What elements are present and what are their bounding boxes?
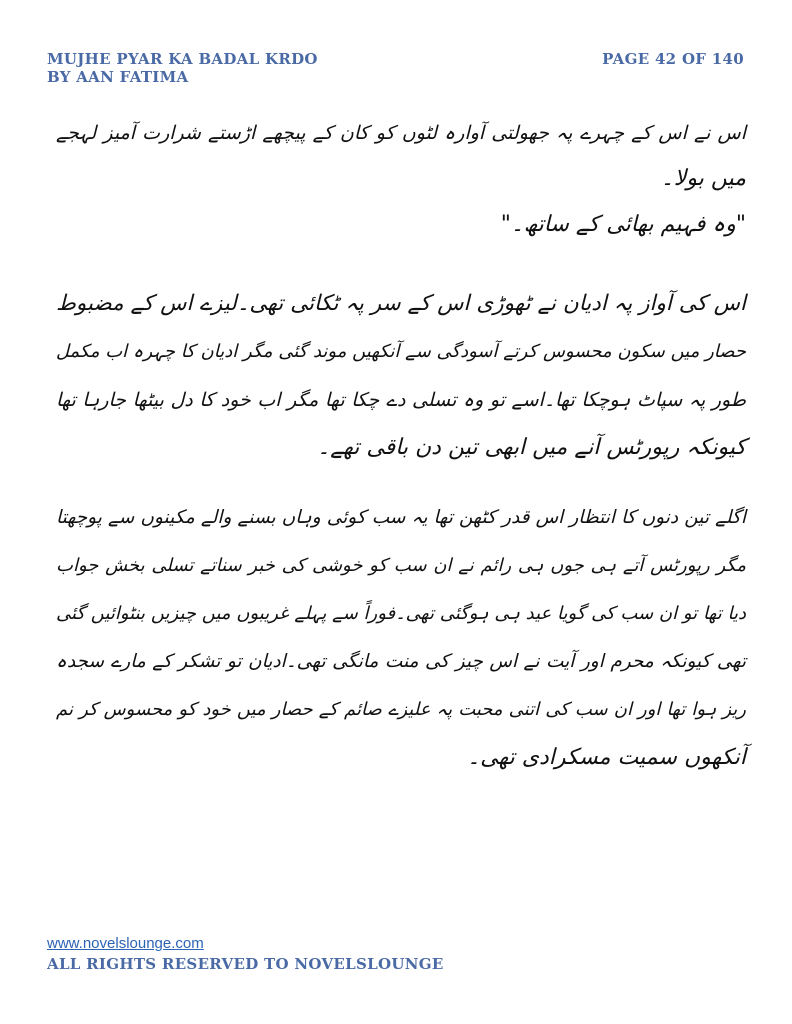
copyright-notice: ALL RIGHTS RESERVED TO NOVELSLOUNGE: [47, 955, 444, 973]
text-line: ریز ہوا تھا اور ان سب کی اتنی محبت پہ علیزے صائم کے حصار میں خود کو محسوس کر نم: [56, 699, 746, 720]
text-line: "وہ فہیم بھائی کے ساتھ۔": [500, 212, 746, 237]
paragraph: [56, 202, 746, 248]
text-line: حصار میں سکون محسوس کرتے آسودگی سے آنکھیں موند گئی مگر ادیان کا چہرہ اب مکمل: [55, 341, 746, 362]
paragraph: [56, 494, 746, 782]
text-line: کیونکہ رپورٹس آنے میں ابھی تین دن باقی تھے۔: [317, 435, 746, 460]
text-line: اس نے اس کے چہرے پہ جھولتی آوارہ لٹوں کو کان کے پیچھے اڑستے شرارت آمیز لہجے: [56, 122, 746, 144]
page-number: PAGE 42 OF 140: [602, 50, 744, 68]
text-line: میں بولا۔: [660, 166, 746, 191]
paragraph: [56, 110, 746, 202]
text-line: آنکھوں سمیت مسکرادی تھی۔: [467, 745, 746, 770]
text-line: اگلے تین دنوں کا انتظار اس قدر کٹھن تھا یہ سب کوئی وہاں بسنے والے مکینوں سے پوچھتا: [56, 507, 746, 528]
text-line: طور پہ سپاٹ ہوچکا تھا۔اسے تو وہ تسلی دے چکا تھا مگر اب خود کا دل بیٹھا جارہا تھا: [56, 389, 746, 411]
book-title: MUJHE PYAR KA BADAL KRDO: [47, 50, 318, 68]
website-link[interactable]: www.novelslounge.com: [47, 935, 204, 952]
document-body: [56, 110, 746, 782]
paragraph: [56, 280, 746, 472]
text-line: دیا تھا تو ان سب کی گویا عید ہی ہوگئی تھی۔فوراً سے پہلے غریبوں میں چیزیں بنٹوائیں گئی: [56, 603, 746, 624]
text-line: اس کی آواز پہ ادیان نے ٹھوڑی اس کے سر پہ ٹکائی تھی۔لیزے اس کے مضبوط: [56, 291, 746, 316]
author-name: BY AAN FATIMA: [47, 68, 189, 86]
text-line: تھی کیونکہ محرم اور آیت نے اس چیز کی منت مانگی تھی۔ادیان تو تشکر کے مارے سجدہ: [56, 651, 746, 672]
text-line: مگر رپورٹس آتے ہی جوں ہی رائم نے ان سب کو خوشی کی خبر سناتے تسلی بخش جواب: [56, 555, 746, 576]
